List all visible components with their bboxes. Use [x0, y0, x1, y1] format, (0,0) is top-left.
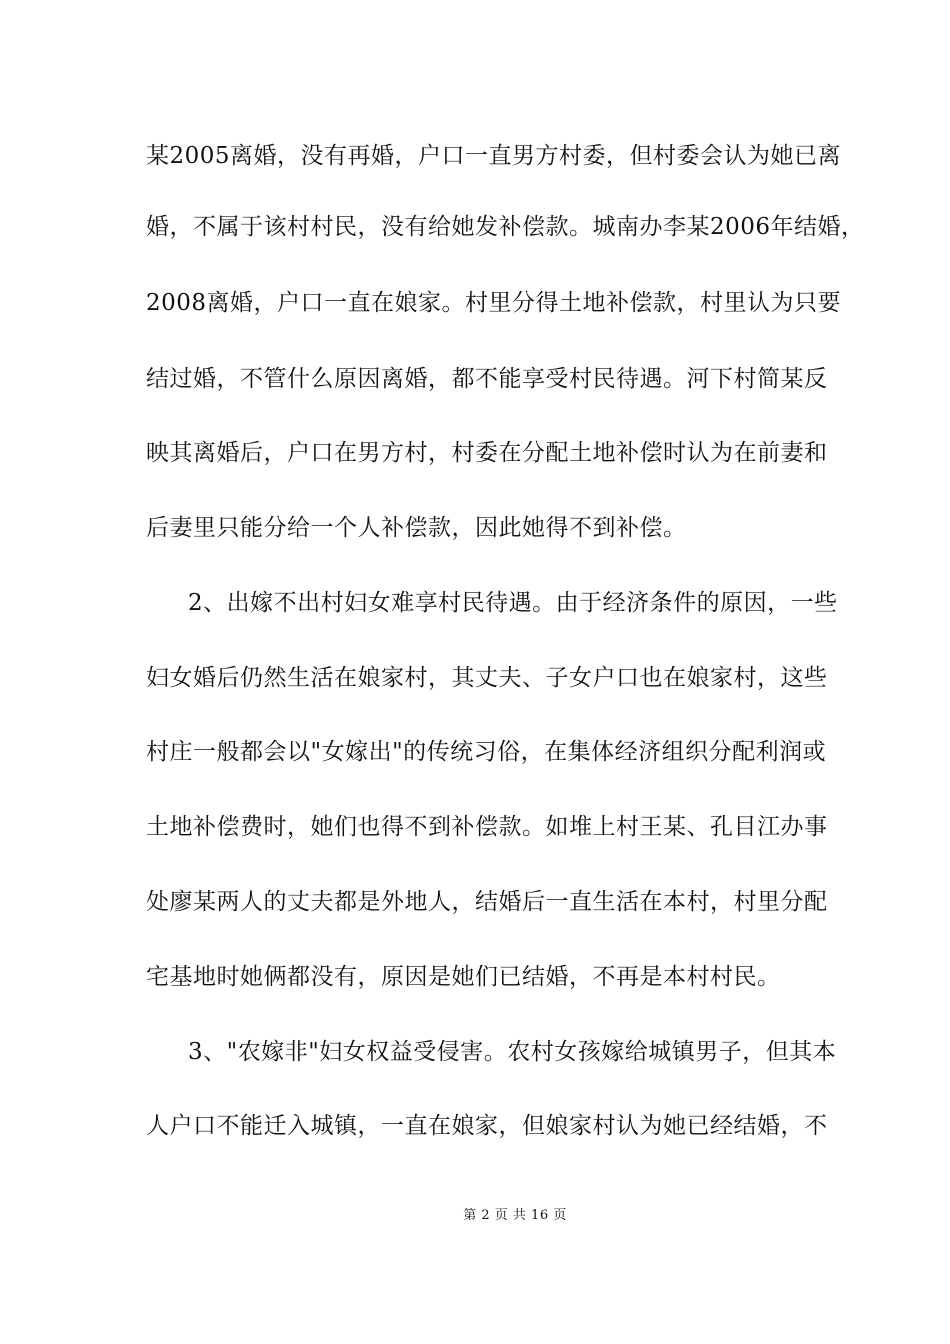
text-line: 某2005离婚，没有再婚，户口一直男方村委，但村委会认为她已离 [146, 143, 842, 169]
text-line: 处廖某两人的丈夫都是外地人，结婚后一直生活在本村，村里分配 [146, 889, 828, 915]
text-line: 映其离婚后，户口在男方村，村委在分配土地补偿时认为在前妻和 [146, 440, 828, 466]
text-line: 后妻里只能分给一个人补偿款，因此她得不到补偿。 [146, 515, 687, 541]
text-line: 土地补偿费时，她们也得不到补偿款。如堆上村王某、孔目江办事 [146, 814, 828, 840]
text-line: 结过婚，不管什么原因离婚，都不能享受村民待遇。河下村简某反 [146, 366, 828, 392]
text-line: 3、"农嫁非"妇女权益受侵害。农村女孩嫁给城镇男子，但其本 [188, 1039, 837, 1065]
text-line: 村庄一般都会以"女嫁出"的传统习俗，在集体经济组织分配利润或 [146, 739, 827, 765]
text-line: 婚，不属于该村村民，没有给她发补偿款。城南办李某2006年结婚， [146, 214, 865, 240]
text-line: 2、出嫁不出村妇女难享村民待遇。由于经济条件的原因，一些 [188, 590, 838, 616]
text-line: 妇女婚后仍然生活在娘家村，其丈夫、子女户口也在娘家村，这些 [146, 665, 828, 691]
text-line: 2008离婚，户口一直在娘家。村里分得土地补偿款，村里认为只要 [146, 290, 842, 316]
text-line: 人户口不能迁入城镇，一直在娘家，但娘家村认为她已经结婚，不 [146, 1113, 828, 1139]
text-line: 宅基地时她俩都没有，原因是她们已结婚，不再是本村村民。 [146, 964, 781, 990]
page-number-footer: 第 2 页 共 16 页 [463, 1208, 567, 1223]
